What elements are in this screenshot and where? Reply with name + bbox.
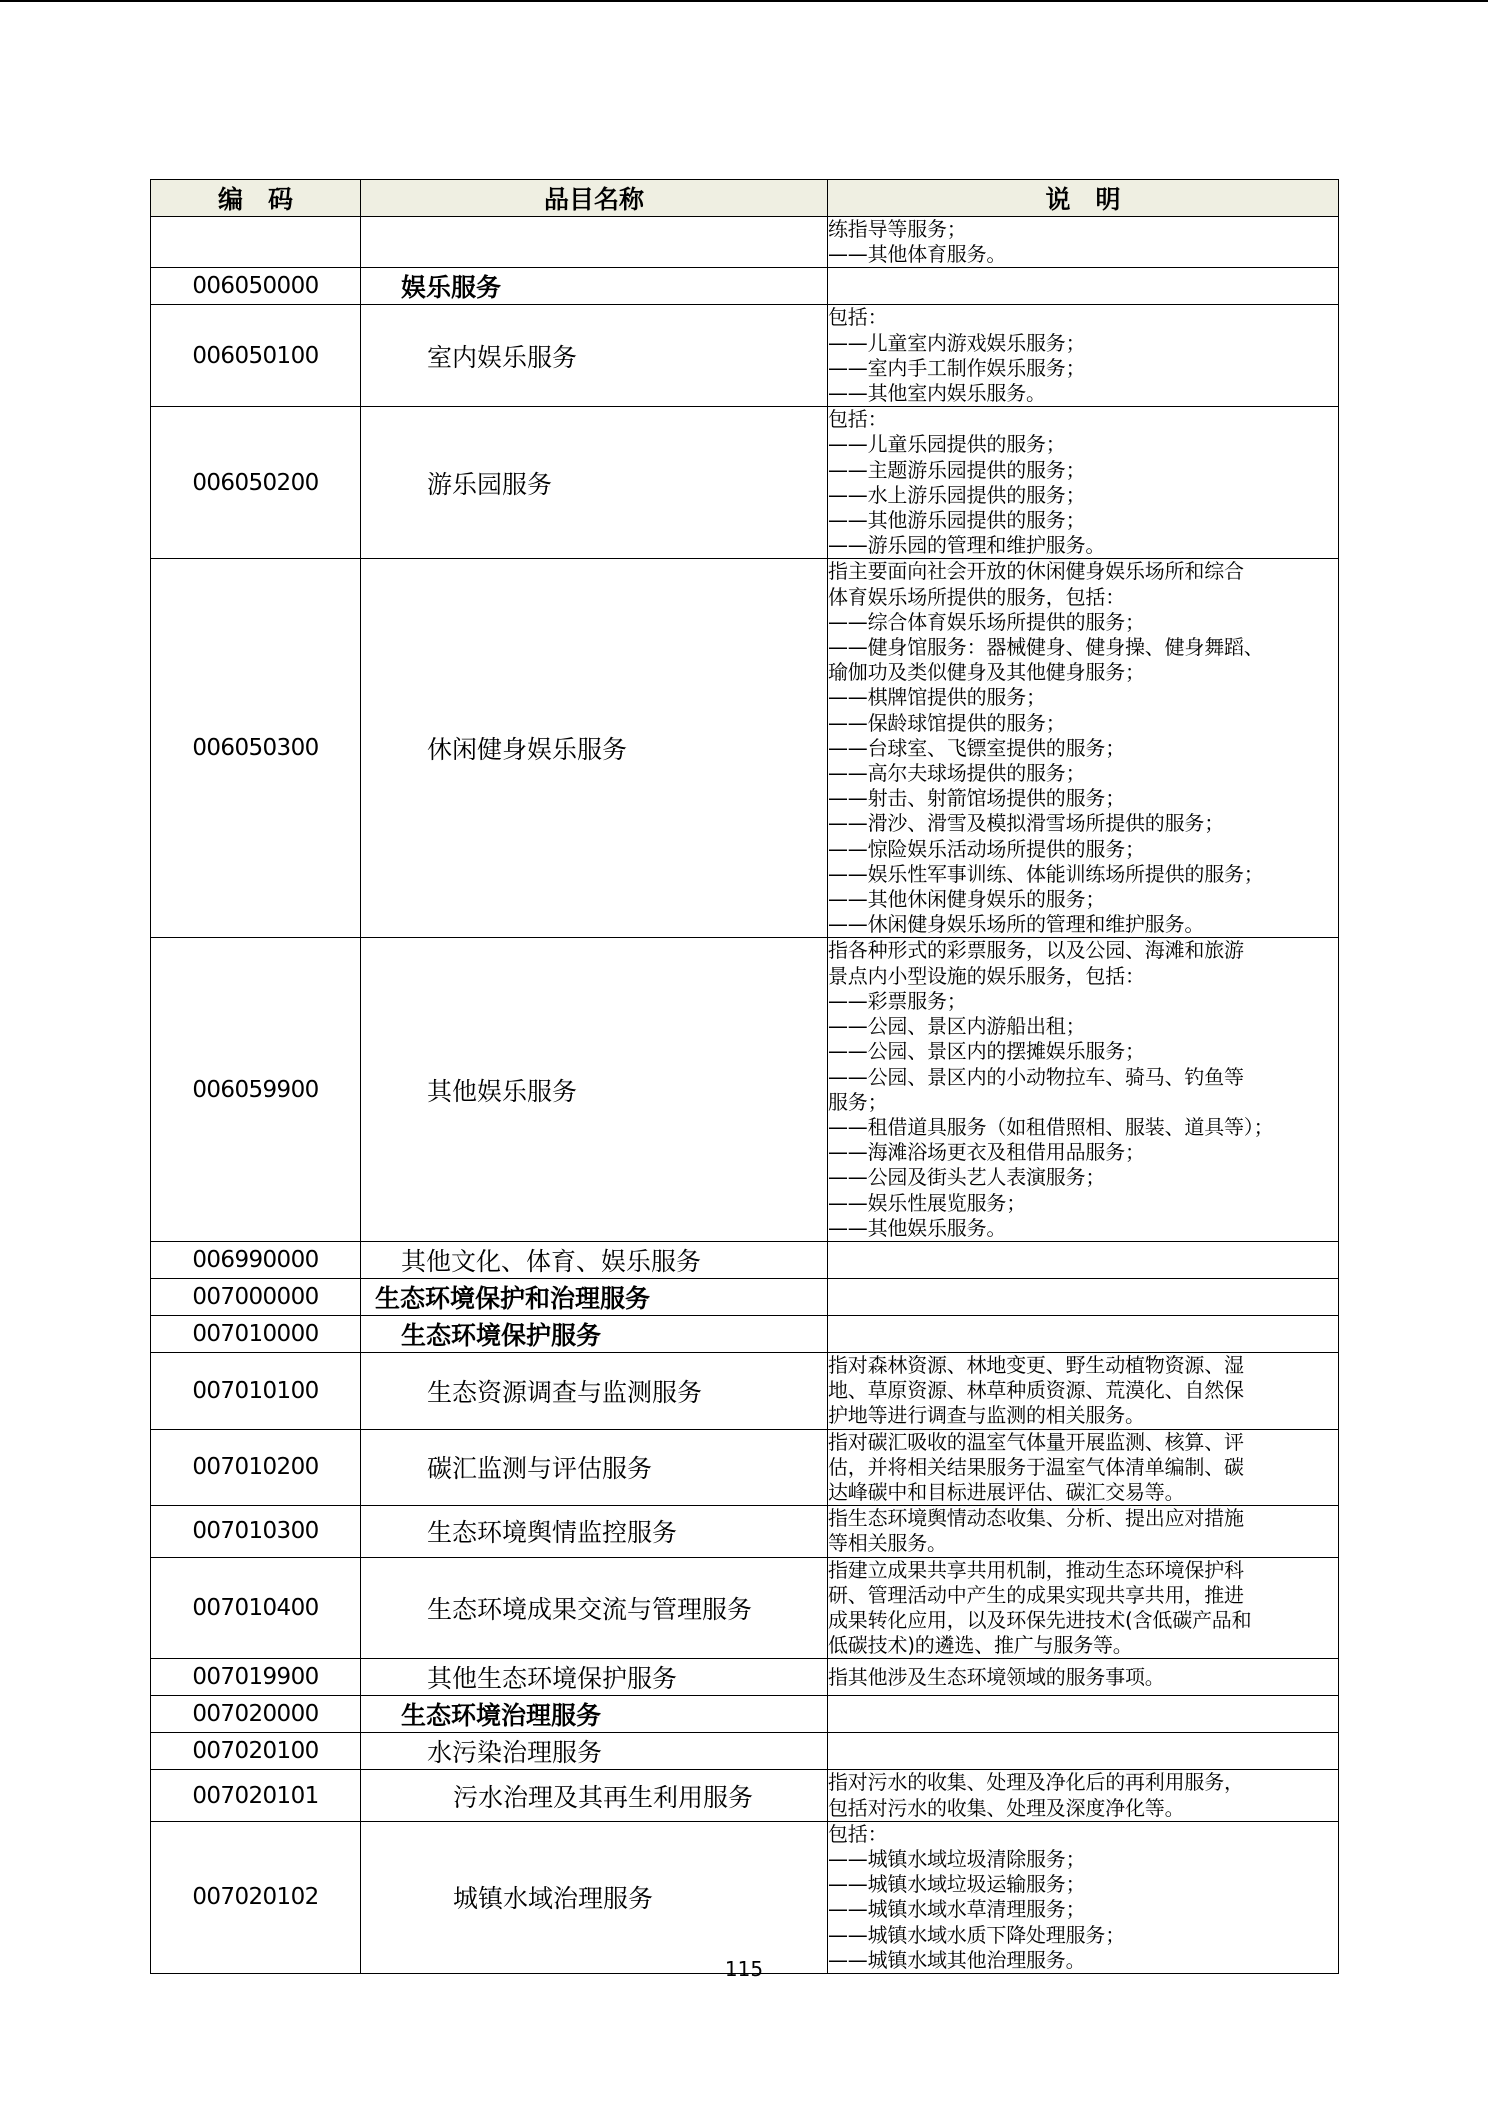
- description-line: ——健身馆服务：器械健身、健身操、健身舞蹈、: [828, 635, 1264, 660]
- item-description: [828, 1429, 1339, 1506]
- item-code: 006050000: [151, 268, 361, 305]
- table-row: [151, 1770, 1339, 1821]
- description-line: 指主要面向社会开放的休闲健身娱乐场所和综合: [828, 559, 1244, 584]
- description-line: ——棋牌馆提供的服务；: [828, 685, 1046, 710]
- item-description: [828, 268, 1339, 305]
- table-row: [151, 1733, 1339, 1770]
- description-line: ——射击、射箭馆场提供的服务；: [828, 786, 1125, 811]
- description-line: ——城镇水域垃圾清除服务；: [828, 1846, 1086, 1871]
- description-line: ——高尔夫球场提供的服务；: [828, 761, 1086, 786]
- description-line: ——娱乐性展览服务；: [828, 1190, 1026, 1215]
- description-line: ——其他娱乐服务。: [828, 1215, 1007, 1240]
- item-description: [828, 1696, 1339, 1733]
- table-row: [151, 1241, 1339, 1278]
- table-row: [151, 1659, 1339, 1696]
- item-description: [828, 1733, 1339, 1770]
- table-row: [151, 268, 1339, 305]
- item-name: 娱乐服务: [361, 268, 828, 305]
- header-name: 品目名称: [361, 180, 828, 217]
- description-line: 达峰碳中和目标进展评估、碳汇交易等。: [828, 1479, 1185, 1504]
- table-row: [151, 1696, 1339, 1733]
- description-line: 景点内小型设施的娱乐服务，包括：: [828, 963, 1145, 988]
- description-line: ——其他体育服务。: [828, 242, 1007, 267]
- table-header: [151, 180, 1339, 217]
- item-name: 生态资源调查与监测服务: [361, 1352, 828, 1429]
- item-code: 007020101: [151, 1770, 361, 1821]
- description-line: ——其他室内娱乐服务。: [828, 381, 1046, 406]
- description-line: ——公园、景区内游船出租；: [828, 1014, 1086, 1039]
- item-code: 006050100: [151, 305, 361, 407]
- description-line: 成果转化应用，以及环保先进技术(含低碳产品和: [828, 1607, 1252, 1632]
- table-row: [151, 1429, 1339, 1506]
- description-line: 地、草原资源、林草种质资源、荒漠化、自然保: [828, 1378, 1244, 1403]
- item-code: 007010100: [151, 1352, 361, 1429]
- description-line: 包括：: [828, 1821, 888, 1846]
- item-name: 生态环境保护和治理服务: [361, 1278, 828, 1315]
- item-code: 007019900: [151, 1659, 361, 1696]
- item-code: 006050200: [151, 407, 361, 559]
- item-description: [828, 1315, 1339, 1352]
- item-name: 其他娱乐服务: [361, 938, 828, 1241]
- description-line: ——水上游乐园提供的服务；: [828, 482, 1086, 507]
- description-line: ——综合体育娱乐场所提供的服务；: [828, 609, 1145, 634]
- item-description: [828, 1557, 1339, 1659]
- item-description: [828, 1821, 1339, 1973]
- header-code: 编 码: [151, 180, 361, 217]
- table-row: [151, 1557, 1339, 1659]
- item-description: [828, 1241, 1339, 1278]
- item-code: 007020102: [151, 1821, 361, 1973]
- item-name: 城镇水域治理服务: [361, 1821, 828, 1973]
- description-line: 指建立成果共享共用机制，推动生态环境保护科: [828, 1557, 1244, 1582]
- description-line: ——其他休闲健身娱乐的服务；: [828, 887, 1106, 912]
- item-code: 006990000: [151, 1241, 361, 1278]
- item-description: [828, 1278, 1339, 1315]
- item-name: 污水治理及其再生利用服务: [361, 1770, 828, 1821]
- table-body: [151, 217, 1339, 1974]
- item-name: [361, 217, 828, 268]
- item-code: 007020000: [151, 1696, 361, 1733]
- description-line: 指对污水的收集、处理及净化后的再利用服务，: [828, 1770, 1244, 1795]
- item-description: [828, 1659, 1339, 1696]
- item-code: 007010200: [151, 1429, 361, 1506]
- table-row: [151, 305, 1339, 407]
- table-row: [151, 217, 1339, 268]
- table-row: [151, 559, 1339, 938]
- item-name: 生态环境舆情监控服务: [361, 1506, 828, 1557]
- table-row: [151, 407, 1339, 559]
- description-line: ——城镇水域垃圾运输服务；: [828, 1872, 1086, 1897]
- description-line: 包括：: [828, 305, 888, 330]
- description-line: 低碳技术)的遴选、推广与服务等。: [828, 1633, 1133, 1658]
- description-line: 包括对污水的收集、处理及深度净化等。: [828, 1795, 1185, 1820]
- catalog-table: [150, 179, 1339, 1974]
- description-line: 指对森林资源、林地变更、野生动植物资源、湿: [828, 1352, 1244, 1377]
- item-description: [828, 407, 1339, 559]
- description-line: ——娱乐性军事训练、体能训练场所提供的服务；: [828, 861, 1264, 886]
- description-line: 指生态环境舆情动态收集、分析、提出应对措施: [828, 1506, 1244, 1531]
- description-line: ——城镇水域水质下降处理服务；: [828, 1922, 1125, 1947]
- item-name: 室内娱乐服务: [361, 305, 828, 407]
- description-line: ——主题游乐园提供的服务；: [828, 457, 1086, 482]
- item-code: 007010300: [151, 1506, 361, 1557]
- item-description: [828, 938, 1339, 1241]
- header-description: 说 明: [828, 180, 1339, 217]
- description-line: ——城镇水域其他治理服务。: [828, 1947, 1086, 1972]
- top-border-line: [0, 0, 1488, 2]
- table-row: [151, 1821, 1339, 1973]
- description-line: ——其他游乐园提供的服务；: [828, 508, 1086, 533]
- description-line: 指各种形式的彩票服务，以及公园、海滩和旅游: [828, 938, 1244, 963]
- item-name: 水污染治理服务: [361, 1733, 828, 1770]
- description-line: 指其他涉及生态环境领域的服务事项。: [828, 1664, 1165, 1689]
- description-line: 指对碳汇吸收的温室气体量开展监测、核算、评: [828, 1429, 1244, 1454]
- item-code: 007010000: [151, 1315, 361, 1352]
- catalog-sheet: [150, 179, 1338, 1974]
- description-line: ——海滩浴场更衣及租借用品服务；: [828, 1140, 1145, 1165]
- description-line: ——室内手工制作娱乐服务；: [828, 355, 1086, 380]
- item-name: 休闲健身娱乐服务: [361, 559, 828, 938]
- item-description: [828, 305, 1339, 407]
- description-line: ——租借道具服务（如租借照相、服装、道具等）；: [828, 1114, 1274, 1139]
- description-line: ——滑沙、滑雪及模拟滑雪场所提供的服务；: [828, 811, 1224, 836]
- item-name: 其他文化、体育、娱乐服务: [361, 1241, 828, 1278]
- table-row: [151, 1506, 1339, 1557]
- description-line: ——惊险娱乐活动场所提供的服务；: [828, 836, 1145, 861]
- item-code: 007020100: [151, 1733, 361, 1770]
- table-row: [151, 1278, 1339, 1315]
- item-description: [828, 559, 1339, 938]
- item-name: 碳汇监测与评估服务: [361, 1429, 828, 1506]
- description-line: ——休闲健身娱乐场所的管理和维护服务。: [828, 912, 1205, 937]
- description-line: 服务；: [828, 1089, 888, 1114]
- item-code: 007000000: [151, 1278, 361, 1315]
- item-description: [828, 1506, 1339, 1557]
- item-name: 生态环境治理服务: [361, 1696, 828, 1733]
- description-line: ——游乐园的管理和维护服务。: [828, 533, 1106, 558]
- page-number: 115: [724, 1957, 764, 1981]
- description-line: ——城镇水域水草清理服务；: [828, 1897, 1086, 1922]
- table-row: [151, 1352, 1339, 1429]
- item-description: [828, 1352, 1339, 1429]
- description-line: ——保龄球馆提供的服务；: [828, 710, 1066, 735]
- item-description: [828, 1770, 1339, 1821]
- item-description: [828, 217, 1339, 268]
- description-line: 包括：: [828, 407, 888, 432]
- description-line: 练指导等服务；: [828, 217, 967, 241]
- description-line: 研、管理活动中产生的成果实现共享共用，推进: [828, 1582, 1244, 1607]
- description-line: ——公园及街头艺人表演服务；: [828, 1165, 1106, 1190]
- item-name: 其他生态环境保护服务: [361, 1659, 828, 1696]
- description-line: 体育娱乐场所提供的服务，包括：: [828, 584, 1125, 609]
- description-line: ——儿童室内游戏娱乐服务；: [828, 330, 1086, 355]
- description-line: 瑜伽功及类似健身及其他健身服务；: [828, 660, 1145, 685]
- description-line: ——彩票服务；: [828, 988, 967, 1013]
- item-name: 游乐园服务: [361, 407, 828, 559]
- item-code: 006050300: [151, 559, 361, 938]
- table-row: [151, 938, 1339, 1241]
- item-code: 007010400: [151, 1557, 361, 1659]
- description-line: 估，并将相关结果服务于温室气体清单编制、碳: [828, 1454, 1244, 1479]
- description-line: ——公园、景区内的小动物拉车、骑马、钓鱼等: [828, 1064, 1244, 1089]
- item-name: 生态环境保护服务: [361, 1315, 828, 1352]
- description-line: 等相关服务。: [828, 1531, 947, 1556]
- description-line: ——公园、景区内的摆摊娱乐服务；: [828, 1039, 1145, 1064]
- item-code: [151, 217, 361, 268]
- item-code: 006059900: [151, 938, 361, 1241]
- description-line: ——儿童乐园提供的服务；: [828, 432, 1066, 457]
- description-line: 护地等进行调查与监测的相关服务。: [828, 1403, 1145, 1428]
- item-name: 生态环境成果交流与管理服务: [361, 1557, 828, 1659]
- description-line: ——台球室、飞镖室提供的服务；: [828, 735, 1125, 760]
- table-row: [151, 1315, 1339, 1352]
